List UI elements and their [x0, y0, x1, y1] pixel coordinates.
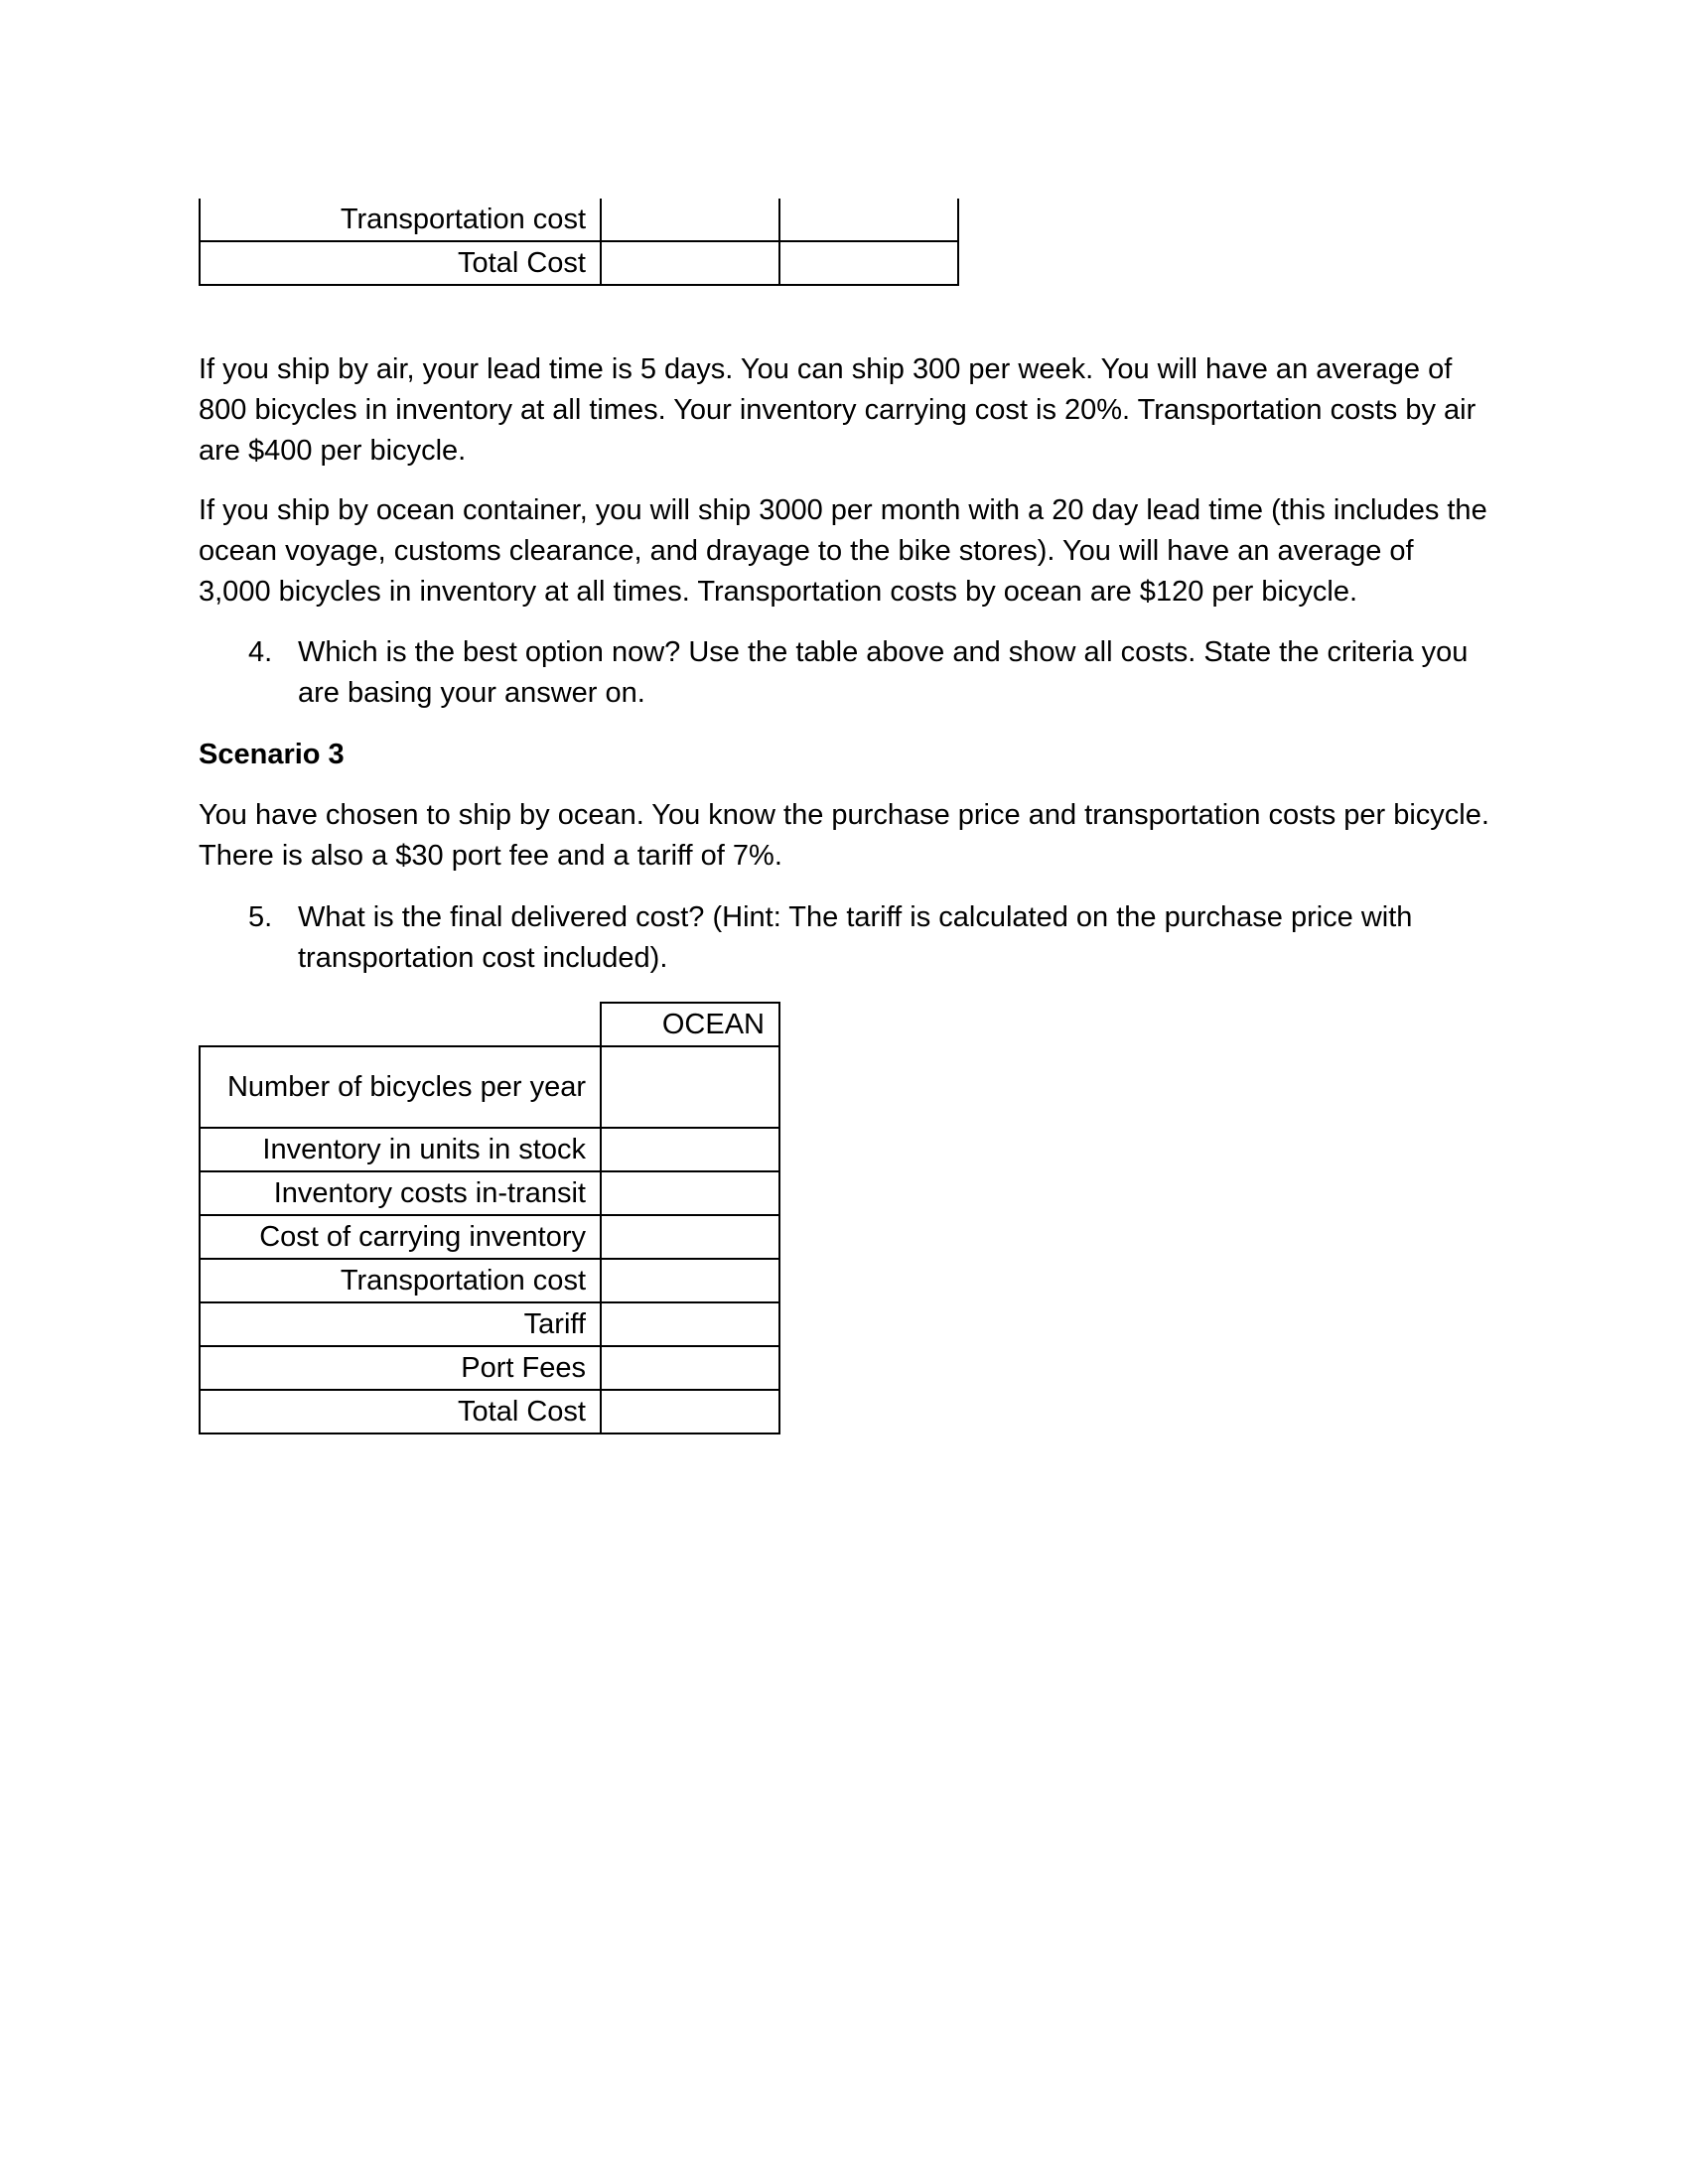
cell-tariff[interactable]: [601, 1302, 779, 1346]
cell-total-cost[interactable]: [601, 1390, 779, 1433]
question-number: 5.: [248, 901, 273, 933]
cell-cost-of-carrying-inventory[interactable]: [601, 1215, 779, 1259]
cell-inventory-in-units-in-stock[interactable]: [601, 1128, 779, 1171]
question-4: [248, 632, 1489, 714]
table-row: [200, 1390, 779, 1433]
scenario-heading: Scenario 3: [199, 739, 345, 770]
row-label-total-cost: Total Cost: [200, 1390, 601, 1433]
air-shipping-paragraph: If you ship by air, your lead time is 5 days. You can ship 300 per week. You will have an average of 800 bicycles in inventory at all times. Your inventory carrying cost is 20%. Transportation costs by air are $400 per bicycle.: [199, 353, 1477, 467]
cell-inventory-costs-in-transit[interactable]: [601, 1171, 779, 1215]
row-label-transportation-cost: Transportation cost: [200, 199, 601, 241]
cell-ocean-total-cost[interactable]: [779, 241, 958, 285]
cell-number-of-bicycles-per-year[interactable]: [601, 1046, 779, 1128]
table-row: [200, 1046, 779, 1128]
row-label-inventory-costs-in-transit: Inventory costs in-transit: [200, 1171, 601, 1215]
scenario-3-paragraph: You have chosen to ship by ocean. You know the purchase price and transportation costs per bicycle. There is also a $30 port fee and a tariff of 7%.: [199, 799, 1489, 872]
column-header-ocean: OCEAN: [601, 1003, 779, 1046]
table-row: [200, 241, 958, 285]
cell-air-total-cost[interactable]: [601, 241, 779, 285]
question-5: [248, 897, 1489, 979]
row-label-port-fees: Port Fees: [200, 1346, 601, 1390]
row-label-tariff: Tariff: [200, 1302, 601, 1346]
cell-ocean-transportation-cost[interactable]: [779, 199, 958, 241]
table-header-row: [200, 1003, 779, 1046]
row-label-cost-of-carrying-inventory: Cost of carrying inventory: [200, 1215, 601, 1259]
cost-comparison-table-continued: [199, 199, 959, 286]
table-row: [200, 1259, 779, 1302]
question-number: 4.: [248, 636, 273, 668]
ocean-shipping-paragraph: If you ship by ocean container, you will ship 3000 per month with a 20 day lead time (this includes the ocean voyage, customs clearance, and drayage to the bike stores). You will have an average of 3,000 bicycles in inventory at all times. Transportation costs by ocean are $120 per bicycle.: [199, 494, 1487, 608]
table-row: [200, 199, 958, 241]
row-label-transportation-cost: Transportation cost: [200, 1259, 601, 1302]
table-corner: [200, 1003, 601, 1046]
table-row: [200, 1171, 779, 1215]
row-label-total-cost: Total Cost: [200, 241, 601, 285]
question-text: What is the final delivered cost? (Hint: The tariff is calculated on the purchase price with transportation cost included).: [298, 901, 1413, 974]
row-label-inventory-in-units-in-stock: Inventory in units in stock: [200, 1128, 601, 1171]
question-text: Which is the best option now? Use the table above and show all costs. State the criteria you are basing your answer on.: [298, 636, 1469, 709]
table-row: [200, 1302, 779, 1346]
table-row: [200, 1128, 779, 1171]
ocean-cost-table: [199, 1002, 780, 1434]
table-row: [200, 1215, 779, 1259]
cell-port-fees[interactable]: [601, 1346, 779, 1390]
row-label-number-of-bicycles-per-year: Number of bicycles per year: [200, 1046, 601, 1128]
cell-transportation-cost[interactable]: [601, 1259, 779, 1302]
table-row: [200, 1346, 779, 1390]
cell-air-transportation-cost[interactable]: [601, 199, 779, 241]
